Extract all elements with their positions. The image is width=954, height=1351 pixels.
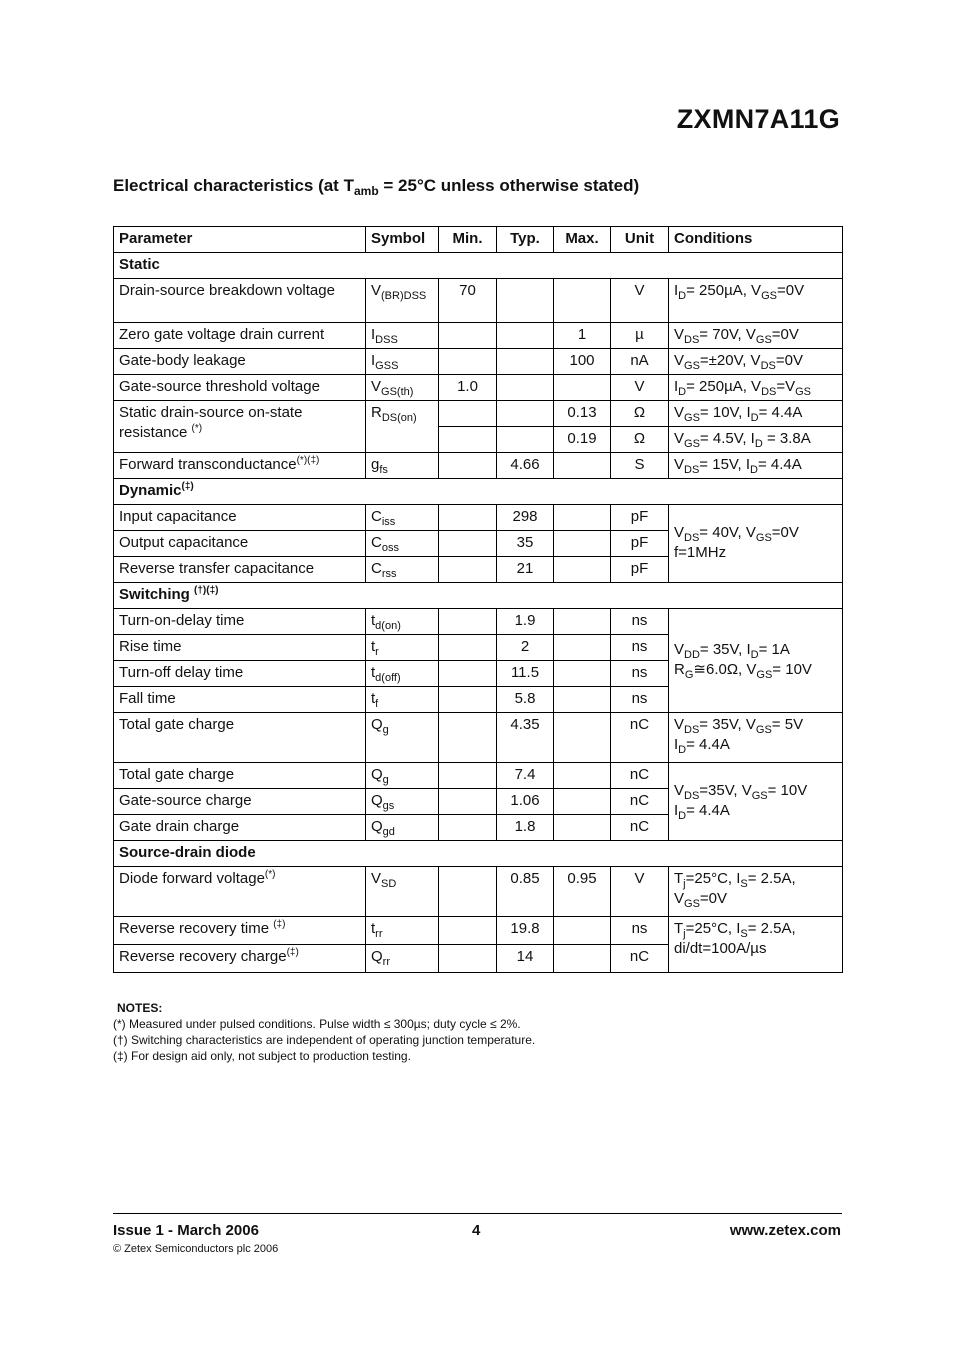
conditions-cell: $V_{DS}= 70V$, $V_{GS}=0V$ xyxy=(669,323,843,349)
max-cell xyxy=(554,557,611,583)
typ-cell: 2 xyxy=(497,635,554,661)
typ-cell: 19.8 xyxy=(497,917,554,945)
max-cell: 0.19 xyxy=(554,427,611,453)
symbol-cell: $Q_{gd}$ xyxy=(366,815,439,841)
max-cell: 0.95 xyxy=(554,867,611,917)
unit-cell: V xyxy=(611,279,669,323)
conditions-cell: $T_j=25^\circ C$, $I_S= 2.5A$, $V_{GS}=0V$ xyxy=(669,867,843,917)
section-title: Electrical characteristics (at $T_{amb} = 25^\circ C$ unless otherwise stated) xyxy=(113,176,640,198)
conditions-cell: $V_{GS}=\pm 20V$, $V_{DS}=0V$ xyxy=(669,349,843,375)
unit-cell: nC xyxy=(611,815,669,841)
symbol-cell: $Q_g$ xyxy=(366,713,439,763)
max-cell xyxy=(554,609,611,635)
symbol-cell: $I_{GSS}$ xyxy=(366,349,439,375)
typ-cell: 1.9 xyxy=(497,609,554,635)
header-conditions: Conditions xyxy=(669,227,843,253)
symbol-cell: $R_{DS(on)}$ xyxy=(366,401,439,453)
min-cell xyxy=(439,531,497,557)
param-cell: Total gate charge xyxy=(114,763,366,789)
max-cell xyxy=(554,453,611,479)
typ-cell xyxy=(497,427,554,453)
param-cell: Turn-on-delay time xyxy=(114,609,366,635)
group-label-switching: Switching (†)(‡) xyxy=(114,583,843,609)
footer-divider xyxy=(113,1213,842,1214)
min-cell xyxy=(439,453,497,479)
notes xyxy=(113,1000,535,1064)
max-cell xyxy=(554,945,611,973)
typ-cell xyxy=(497,349,554,375)
typ-cell: 1.06 xyxy=(497,789,554,815)
footer-copyright: © Zetex Semiconductors plc 2006 xyxy=(113,1243,279,1255)
header-unit: Unit xyxy=(611,227,669,253)
symbol-cell: $t_{rr}$ xyxy=(366,917,439,945)
param-cell: Gate-source threshold voltage xyxy=(114,375,366,401)
param-cell: Input capacitance xyxy=(114,505,366,531)
min-cell xyxy=(439,815,497,841)
note-item: (‡) For design aid only, not subject to production testing. xyxy=(113,1049,411,1063)
min-cell xyxy=(439,427,497,453)
unit-cell: ns xyxy=(611,661,669,687)
group-label-dynamic: Dynamic(‡) xyxy=(114,479,843,505)
unit-cell: ns xyxy=(611,609,669,635)
symbol-cell: $t_r$ xyxy=(366,635,439,661)
min-cell xyxy=(439,867,497,917)
typ-cell: 11.5 xyxy=(497,661,554,687)
typ-cell: 4.35 xyxy=(497,713,554,763)
table-row xyxy=(114,505,843,531)
header-parameter: Parameter xyxy=(114,227,366,253)
typ-cell: 5.8 xyxy=(497,687,554,713)
symbol-cell: $V_{SD}$ xyxy=(366,867,439,917)
symbol-cell: $I_{DSS}$ xyxy=(366,323,439,349)
unit-cell: pF xyxy=(611,505,669,531)
min-cell xyxy=(439,557,497,583)
table-row xyxy=(114,609,843,635)
max-cell xyxy=(554,279,611,323)
table-row xyxy=(114,713,843,763)
max-cell xyxy=(554,763,611,789)
param-cell: Zero gate voltage drain current xyxy=(114,323,366,349)
symbol-cell: $t_{d(on)}$ xyxy=(366,609,439,635)
min-cell: 1.0 xyxy=(439,375,497,401)
typ-cell xyxy=(497,323,554,349)
min-cell xyxy=(439,609,497,635)
typ-cell: 7.4 xyxy=(497,763,554,789)
param-cell: Reverse recovery time (‡) xyxy=(114,917,366,945)
table-row xyxy=(114,453,843,479)
table-row xyxy=(114,349,843,375)
unit-cell: µ xyxy=(611,323,669,349)
typ-cell: 35 xyxy=(497,531,554,557)
symbol-cell: $g_{fs}$ xyxy=(366,453,439,479)
max-cell xyxy=(554,661,611,687)
max-cell xyxy=(554,687,611,713)
symbol-cell: $t_{d(off)}$ xyxy=(366,661,439,687)
typ-cell xyxy=(497,375,554,401)
group-label-source-drain: Source-drain diode xyxy=(114,841,843,867)
max-cell xyxy=(554,917,611,945)
unit-cell: nC xyxy=(611,713,669,763)
max-cell xyxy=(554,375,611,401)
group-row-source-drain xyxy=(114,841,843,867)
param-cell: Gate drain charge xyxy=(114,815,366,841)
page-number: 4 xyxy=(472,1222,481,1239)
max-cell xyxy=(554,635,611,661)
max-cell xyxy=(554,815,611,841)
conditions-cell: $V_{DS}= 15V$, $I_D= 4.4A$ xyxy=(669,453,843,479)
min-cell xyxy=(439,401,497,427)
param-cell: Total gate charge xyxy=(114,713,366,763)
typ-cell: 0.85 xyxy=(497,867,554,917)
param-cell: Output capacitance xyxy=(114,531,366,557)
symbol-cell: $Q_g$ xyxy=(366,763,439,789)
note-item: (†) Switching characteristics are independent of operating junction temperature. xyxy=(113,1033,536,1047)
min-cell xyxy=(439,917,497,945)
min-cell xyxy=(439,635,497,661)
symbol-cell: $Q_{rr}$ xyxy=(366,945,439,973)
table-row xyxy=(114,279,843,323)
typ-cell: 4.66 xyxy=(497,453,554,479)
min-cell xyxy=(439,661,497,687)
conditions-cell: $V_{DS}= 40V$, $V_{GS}=0V$ f=1MHz xyxy=(669,505,843,583)
unit-cell: ns xyxy=(611,917,669,945)
group-row-static xyxy=(114,253,843,279)
max-cell xyxy=(554,713,611,763)
max-cell: 0.13 xyxy=(554,401,611,427)
param-cell: Reverse recovery charge(‡) xyxy=(114,945,366,973)
symbol-cell: $t_f$ xyxy=(366,687,439,713)
param-cell: Gate-source charge xyxy=(114,789,366,815)
max-cell: 1 xyxy=(554,323,611,349)
param-cell: Drain-source breakdown voltage xyxy=(114,279,366,323)
header-symbol: Symbol xyxy=(366,227,439,253)
conditions-cell: $V_{DS}= 35V$, $V_{GS}= 5V$ $I_D= 4.4A$ xyxy=(669,713,843,763)
conditions-cell: $I_D= 250\mu A$, $V_{GS}=0V$ xyxy=(669,279,843,323)
unit-cell: nC xyxy=(611,789,669,815)
group-label-static: Static xyxy=(114,253,843,279)
min-cell xyxy=(439,713,497,763)
symbol-cell: $V_{(BR)DSS}$ xyxy=(366,279,439,323)
unit-cell: Ω xyxy=(611,427,669,453)
footer-issue: Issue 1 - March 2006 xyxy=(113,1222,259,1239)
group-row-dynamic xyxy=(114,479,843,505)
table-row xyxy=(114,917,843,945)
conditions-cell: $V_{GS}= 10V$, $I_D= 4.4A$ xyxy=(669,401,843,427)
min-cell xyxy=(439,323,497,349)
footer-website: www.zetex.com xyxy=(729,1222,841,1239)
conditions-cell: $V_{GS}= 4.5V$, $I_D = 3.8A$ xyxy=(669,427,843,453)
param-cell: Gate-body leakage xyxy=(114,349,366,375)
conditions-cell: $T_j=25^\circ C$, $I_S= 2.5A$, di/dt=100A/µs xyxy=(669,917,843,973)
unit-cell: pF xyxy=(611,531,669,557)
param-cell: Reverse transfer capacitance xyxy=(114,557,366,583)
unit-cell: V xyxy=(611,375,669,401)
min-cell xyxy=(439,687,497,713)
symbol-cell: $C_{iss}$ xyxy=(366,505,439,531)
table-row xyxy=(114,323,843,349)
header-max: Max. xyxy=(554,227,611,253)
min-cell xyxy=(439,763,497,789)
symbol-cell: $V_{GS(th)}$ xyxy=(366,375,439,401)
max-cell xyxy=(554,789,611,815)
param-cell: Diode forward voltage(*) xyxy=(114,867,366,917)
table-row xyxy=(114,763,843,789)
min-cell xyxy=(439,789,497,815)
min-cell xyxy=(439,945,497,973)
header-row xyxy=(114,227,843,253)
min-cell: 70 xyxy=(439,279,497,323)
symbol-cell: $C_{rss}$ xyxy=(366,557,439,583)
notes-heading: NOTES: xyxy=(117,1001,163,1015)
conditions-cell: $V_{DS}=35V$, $V_{GS}= 10V$ $I_D= 4.4A$ xyxy=(669,763,843,841)
unit-cell: nC xyxy=(611,763,669,789)
table-row xyxy=(114,375,843,401)
min-cell xyxy=(439,505,497,531)
typ-cell: 1.8 xyxy=(497,815,554,841)
max-cell: 100 xyxy=(554,349,611,375)
unit-cell: pF xyxy=(611,557,669,583)
unit-cell: nA xyxy=(611,349,669,375)
table-row xyxy=(114,867,843,917)
max-cell xyxy=(554,531,611,557)
conditions-cell: $I_D= 250\mu A$, $V_{DS}=V_{GS}$ xyxy=(669,375,843,401)
typ-cell: 21 xyxy=(497,557,554,583)
note-item: (*) Measured under pulsed conditions. Pulse width ≤ 300µs; duty cycle ≤ 2%. xyxy=(113,1017,521,1031)
header-min: Min. xyxy=(439,227,497,253)
param-cell: Rise time xyxy=(114,635,366,661)
max-cell xyxy=(554,505,611,531)
min-cell xyxy=(439,349,497,375)
symbol-cell: $Q_{gs}$ xyxy=(366,789,439,815)
unit-cell: V xyxy=(611,867,669,917)
unit-cell: ns xyxy=(611,635,669,661)
unit-cell: S xyxy=(611,453,669,479)
group-row-switching xyxy=(114,583,843,609)
typ-cell xyxy=(497,401,554,427)
header-typ: Typ. xyxy=(497,227,554,253)
unit-cell: nC xyxy=(611,945,669,973)
unit-cell: ns xyxy=(611,687,669,713)
param-cell: Static drain-source on-state resistance (*) xyxy=(114,401,366,453)
typ-cell xyxy=(497,279,554,323)
param-cell: Fall time xyxy=(114,687,366,713)
part-number: ZXMN7A11G xyxy=(676,104,840,134)
typ-cell: 298 xyxy=(497,505,554,531)
table-row xyxy=(114,401,843,427)
conditions-cell: $V_{DD}= 35V$, $I_D= 1A$ $R_G≅6.0\Omega$, $V_{GS}= 10V$ xyxy=(669,609,843,713)
symbol-cell: $C_{oss}$ xyxy=(366,531,439,557)
electrical-characteristics-table xyxy=(113,226,843,973)
typ-cell: 14 xyxy=(497,945,554,973)
param-cell: Turn-off delay time xyxy=(114,661,366,687)
param-cell: Forward transconductance(*)(‡) xyxy=(114,453,366,479)
unit-cell: Ω xyxy=(611,401,669,427)
